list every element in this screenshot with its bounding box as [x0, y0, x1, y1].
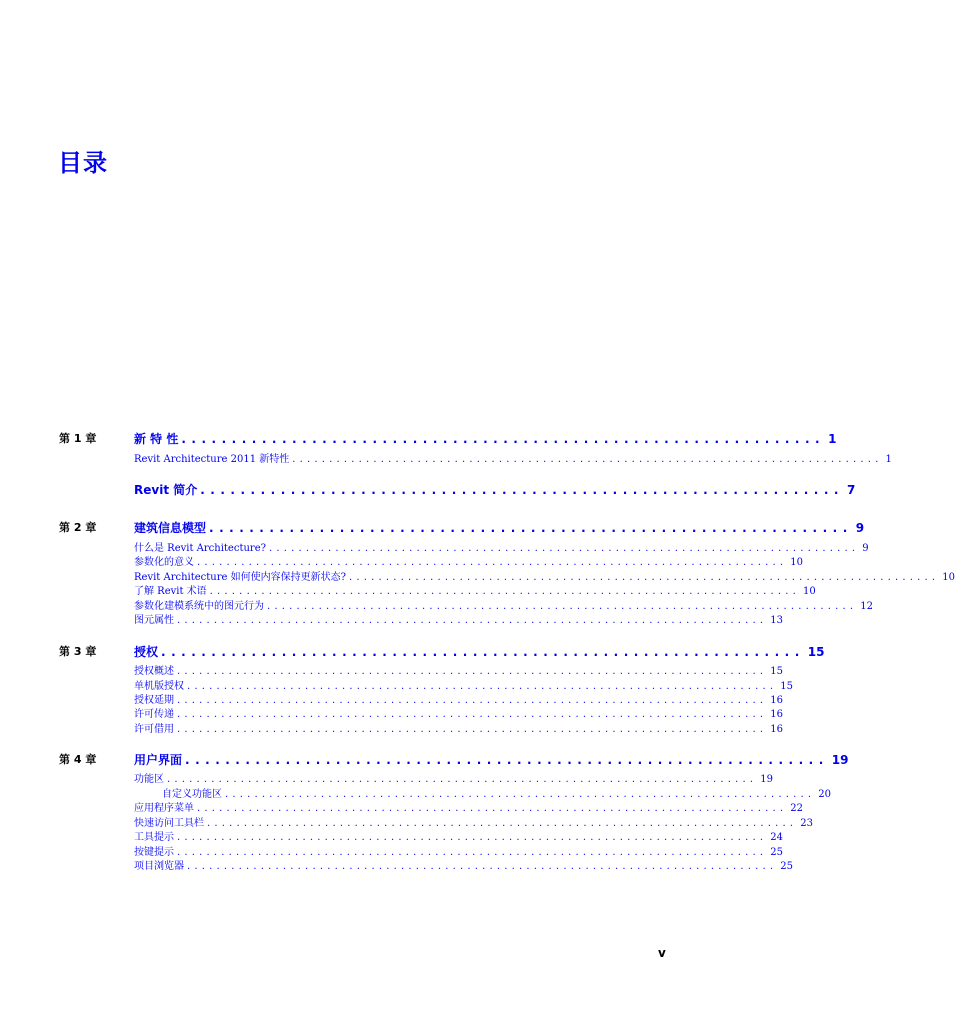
toc-entry[interactable] — [134, 539, 869, 554]
entry-page: 16 — [770, 709, 784, 720]
toc-entry[interactable] — [134, 814, 814, 829]
toc-entry[interactable] — [134, 691, 784, 706]
dot-leader: ................................................................................ — [225, 789, 816, 800]
dot-leader: ................................................................................ — [177, 832, 768, 843]
toc-entry[interactable] — [134, 662, 784, 677]
entry-title: 快速访问工具栏 — [134, 818, 204, 829]
toc-entry[interactable] — [134, 828, 784, 843]
dot-leader: ................................................................................ — [197, 557, 788, 568]
toc-entry-chapter-heading[interactable] — [134, 519, 865, 535]
toc-entry[interactable] — [134, 677, 794, 692]
toc-entry[interactable] — [134, 770, 774, 785]
entry-title: 工具提示 — [134, 832, 174, 843]
entry-title: 许可借用 — [134, 724, 174, 735]
toc-entry[interactable] — [134, 799, 804, 814]
entry-page: 16 — [770, 695, 784, 706]
entry-title: 许可传递 — [134, 709, 174, 720]
entry-title: 参数化的意义 — [134, 557, 194, 568]
toc-entry[interactable] — [134, 857, 794, 872]
entry-title: 授权概述 — [134, 666, 174, 677]
entry-title: 图元属性 — [134, 615, 174, 626]
entry-page: 19 — [831, 753, 849, 767]
dot-leader: ................................................................................ — [177, 724, 768, 735]
dot-leader: ................................................................................ — [267, 601, 858, 612]
toc-entry-chapter-heading[interactable] — [134, 643, 825, 659]
dot-leader: ................................................................................ — [187, 861, 778, 872]
entry-title: 了解 Revit 术语 — [134, 586, 207, 597]
entry-title: 新 特 性 — [134, 432, 179, 446]
entry-page: 9 — [862, 543, 869, 554]
toc-entry[interactable] — [134, 843, 784, 858]
dot-leader: ................................................................................ — [209, 586, 800, 597]
entry-title: Revit 简介 — [134, 483, 198, 497]
dot-leader: ................................................................................ — [197, 803, 788, 814]
entry-title: 单机版授权 — [134, 681, 184, 692]
entry-page: 25 — [770, 847, 784, 858]
entry-page: 1 — [828, 432, 837, 446]
toc-entry[interactable] — [134, 568, 955, 583]
toc-entry-chapter-heading[interactable] — [134, 751, 849, 767]
entry-page: 1 — [885, 454, 892, 465]
entry-page: 9 — [855, 521, 865, 535]
entry-page: 19 — [760, 774, 774, 785]
entry-page: 20 — [818, 789, 832, 800]
entry-title: 授权 — [134, 645, 159, 659]
dot-leader: ................................................................ — [200, 483, 844, 497]
chapter-label: 第 1 章 — [59, 432, 97, 445]
entry-page: 13 — [770, 615, 784, 626]
toc-entry-nested[interactable] — [162, 785, 832, 800]
entry-page: 24 — [770, 832, 784, 843]
dot-leader: ................................................................................ — [167, 774, 758, 785]
entry-page: 16 — [770, 724, 784, 735]
chapter-label: 第 2 章 — [59, 521, 97, 534]
chapter-label: 第 4 章 — [59, 753, 97, 766]
dot-leader: ................................................................................ — [177, 615, 768, 626]
entry-title: 用户界面 — [134, 753, 183, 767]
entry-title: 功能区 — [134, 774, 164, 785]
toc-entry[interactable] — [134, 705, 784, 720]
entry-page: 25 — [780, 861, 794, 872]
entry-page: 12 — [860, 601, 874, 612]
entry-page: 15 — [780, 681, 794, 692]
toc-entry[interactable] — [134, 597, 874, 612]
entry-title: Revit Architecture 2011 新特性 — [134, 454, 290, 465]
toc-entry[interactable] — [134, 582, 816, 597]
entry-title: 授权延期 — [134, 695, 174, 706]
entry-title: 按键提示 — [134, 847, 174, 858]
entry-page: 15 — [770, 666, 784, 677]
chapter-label: 第 3 章 — [59, 645, 97, 658]
entry-title: 参数化建模系统中的图元行为 — [134, 601, 264, 612]
entry-page: 7 — [846, 483, 856, 497]
entry-page: 10 — [942, 572, 955, 583]
toc-entry[interactable] — [134, 611, 784, 626]
dot-leader: ................................................................................ — [177, 695, 768, 706]
entry-title: 什么是 Revit Architecture? — [134, 543, 266, 554]
toc-title: 目录 — [58, 149, 108, 177]
dot-leader: ................................................................ — [185, 753, 829, 767]
dot-leader: ................................................................ — [181, 432, 826, 446]
dot-leader: ................................................................................ — [177, 847, 768, 858]
dot-leader: ................................................................ — [209, 521, 853, 535]
dot-leader: ................................................................................ — [268, 543, 860, 554]
toc-entry-chapter-heading[interactable] — [134, 481, 856, 497]
entry-page: 10 — [802, 586, 816, 597]
dot-leader: ................................................................................ — [177, 709, 768, 720]
entry-page: 22 — [790, 803, 804, 814]
dot-leader: ................................................................................ — [207, 818, 798, 829]
dot-leader: ................................................................................ — [177, 666, 768, 677]
toc-entry[interactable] — [134, 553, 804, 568]
entry-page: 10 — [790, 557, 804, 568]
entry-title: Revit Architecture 如何使内容保持更新状态? — [134, 572, 346, 583]
entry-title: 应用程序菜单 — [134, 803, 194, 814]
entry-title: 建筑信息模型 — [134, 521, 207, 535]
entry-title: 项目浏览器 — [134, 861, 184, 872]
toc-entry[interactable] — [134, 720, 784, 735]
dot-leader: ................................................................................ — [348, 572, 940, 583]
dot-leader: ................................................................................ — [187, 681, 778, 692]
entry-page: 23 — [800, 818, 814, 829]
page-number: v — [658, 946, 666, 960]
dot-leader: ................................................................................ — [292, 454, 883, 465]
toc-entry-chapter-heading[interactable] — [134, 430, 837, 446]
dot-leader: ................................................................ — [161, 645, 805, 659]
entry-title: 自定义功能区 — [162, 789, 222, 800]
toc-entry[interactable] — [134, 450, 892, 465]
entry-page: 15 — [807, 645, 825, 659]
